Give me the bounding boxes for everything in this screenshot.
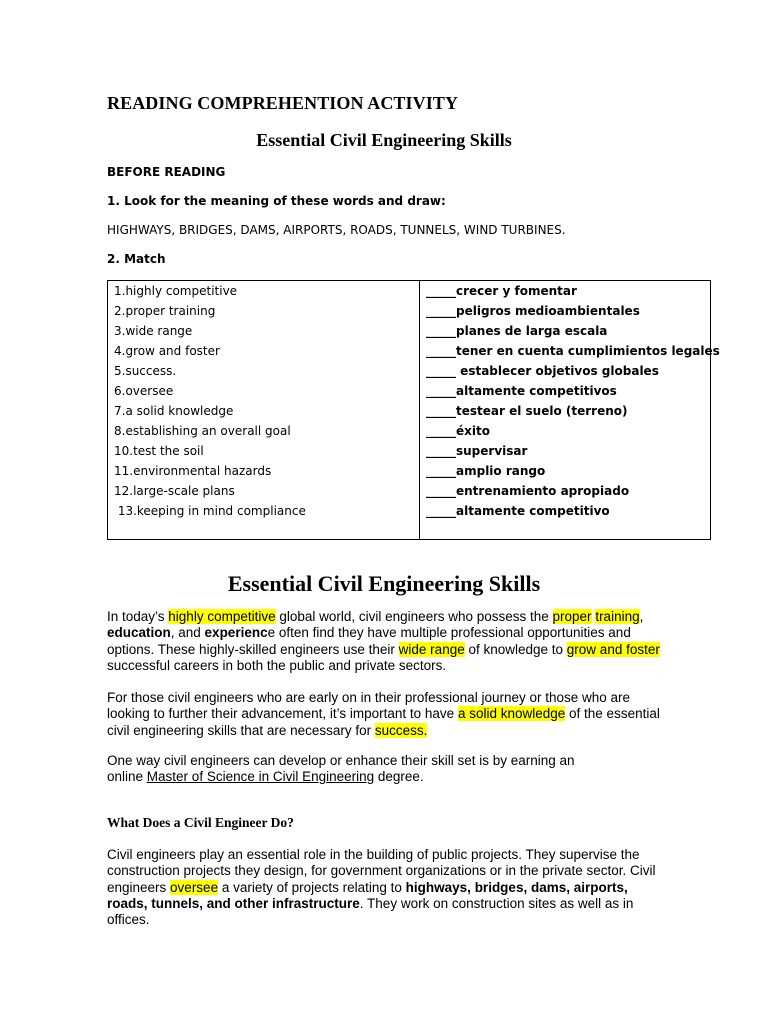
match-left-item: 13.keeping in mind compliance bbox=[114, 504, 306, 518]
text: degree. bbox=[374, 769, 424, 785]
match-left-item: 3.wide range bbox=[114, 324, 193, 338]
text: In today’s bbox=[107, 609, 169, 624]
article-paragraph-4 bbox=[107, 847, 662, 928]
match-left-item: 11.environmental hazards bbox=[114, 464, 272, 478]
match-table bbox=[107, 280, 720, 540]
match-right-item: _____supervisar bbox=[426, 444, 528, 458]
match-right-column bbox=[426, 282, 720, 522]
text: a variety of projects relating to bbox=[218, 879, 406, 895]
highlight: highly competitive bbox=[168, 609, 276, 624]
task-2-instruction: 2. Match bbox=[107, 252, 166, 266]
match-left-item: 8.establishing an overall goal bbox=[114, 424, 291, 438]
match-right-item: _____éxito bbox=[426, 424, 490, 438]
text: global world, civil engineers who possess the bbox=[275, 609, 553, 624]
match-right-item: _____tener en cuenta cumplimientos legales bbox=[426, 344, 720, 358]
match-left-item: 6.oversee bbox=[114, 384, 174, 398]
bold-term: highways, bridges, dams, airports, roads, tunnels, and other infrastructure bbox=[107, 879, 628, 911]
page-title: READING COMPREHENTION ACTIVITY bbox=[107, 93, 459, 113]
match-right-item: _____amplio rango bbox=[426, 464, 546, 478]
task-1-instruction: 1. Look for the meaning of these words and draw: bbox=[107, 194, 446, 208]
text: One way civil engineers can develop or enhance their skill set is by earning an online bbox=[107, 753, 575, 785]
highlight: grow and foster bbox=[566, 641, 660, 657]
match-left-item: 5.success. bbox=[114, 364, 177, 378]
bold-term: education bbox=[107, 625, 171, 641]
match-left-item: 1.highly competitive bbox=[114, 284, 238, 298]
article-paragraph-2 bbox=[107, 690, 667, 739]
match-right-item: _____altamente competitivo bbox=[426, 504, 610, 518]
match-right-item: _____entrenamiento apropiado bbox=[426, 484, 630, 498]
text: successful careers in both the public and private sectors. bbox=[107, 657, 447, 673]
text: . They work on construction sites as well as in offices. bbox=[107, 895, 634, 928]
match-left-item: 4.grow and foster bbox=[114, 344, 220, 358]
highlight: oversee bbox=[170, 879, 219, 895]
match-right-item: _____crecer y fomentar bbox=[426, 284, 577, 298]
match-right-item: _____peligros medioambientales bbox=[426, 304, 640, 318]
before-reading-label: BEFORE READING bbox=[107, 165, 226, 179]
text: , bbox=[639, 609, 644, 624]
highlight: success. bbox=[374, 722, 428, 738]
match-left-item: 12.large-scale plans bbox=[114, 484, 235, 498]
bold-term: experienc bbox=[204, 625, 268, 641]
degree-link[interactable]: Master of Science in Civil Engineering bbox=[146, 769, 375, 785]
section-heading: What Does a Civil Engineer Do? bbox=[107, 815, 294, 830]
text: Civil engineers play an essential role in the building of public projects. They supervise the construction projects they design, for government organizations or in the private sector. Civil engineers bbox=[107, 847, 656, 895]
highlight: wide range bbox=[398, 641, 465, 657]
match-right-item: _____testear el suelo (terreno) bbox=[426, 404, 628, 418]
highlight: training bbox=[595, 609, 640, 624]
match-left-item: 7.a solid knowledge bbox=[114, 404, 234, 418]
page-subtitle: Essential Civil Engineering Skills bbox=[256, 130, 512, 150]
text: For those civil engineers who are early on in their professional journey or those who are looking to further their advancement, it’s important to have bbox=[107, 690, 631, 722]
match-left-column bbox=[114, 282, 414, 522]
article-paragraph-3 bbox=[107, 753, 597, 786]
match-right-item: _____altamente competitivos bbox=[426, 384, 617, 398]
text: e often find they have multiple professional opportunities and options. These highly-skilled engineers use their bbox=[107, 625, 631, 657]
text: of the essential civil engineering skills that are necessary for bbox=[107, 706, 660, 738]
text: of knowledge to bbox=[464, 641, 567, 657]
text: , and bbox=[170, 625, 205, 641]
match-right-item: _____ establecer objetivos globales bbox=[426, 364, 659, 378]
highlight: proper bbox=[552, 609, 592, 624]
match-right-item: _____planes de larga escala bbox=[426, 324, 608, 338]
article-title: Essential Civil Engineering Skills bbox=[227, 571, 541, 596]
highlight: a solid knowledge bbox=[457, 706, 566, 722]
vocabulary-words: HIGHWAYS, BRIDGES, DAMS, AIRPORTS, ROADS, TUNNELS, WIND TURBINES. bbox=[107, 223, 566, 237]
match-left-item: 10.test the soil bbox=[114, 444, 204, 458]
match-left-item: 2.proper training bbox=[114, 304, 216, 318]
article-paragraph-1 bbox=[107, 609, 667, 674]
table-divider bbox=[419, 281, 420, 539]
